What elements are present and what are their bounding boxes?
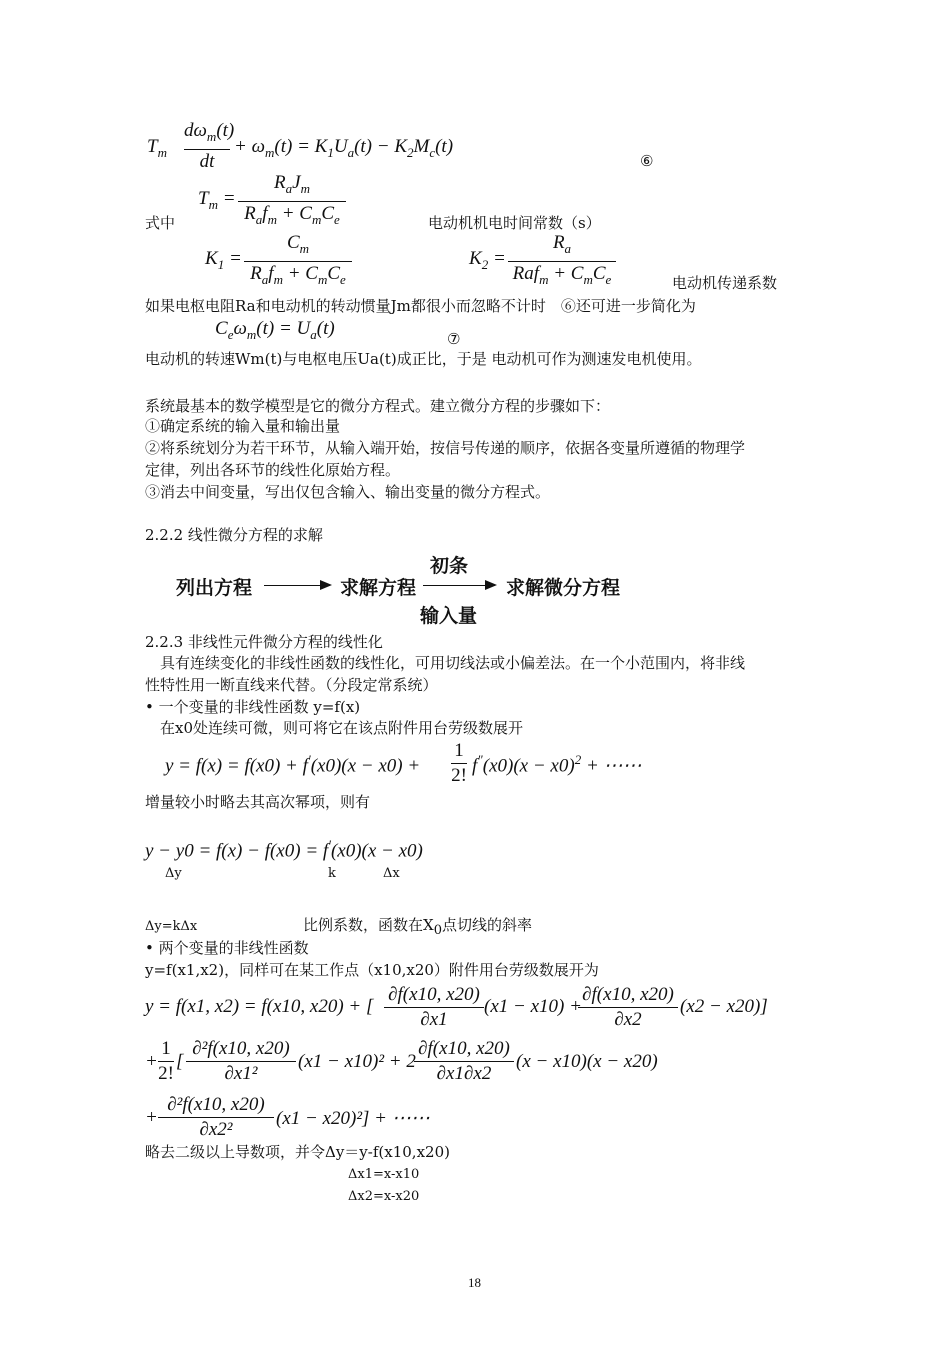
section-2-2-2: 2.2.2 线性微分方程的求解	[145, 526, 323, 544]
section-2-2-3: 2.2.3 非线性元件微分方程的线性化	[145, 633, 383, 651]
step-3: ③消去中间变量，写出仅包含输入、输出变量的微分方程式。	[145, 483, 551, 501]
tm-lhs: $T_m$ =	[198, 188, 236, 212]
taylor-two-var-line1-mid: (x1 − x10) +	[484, 996, 582, 1017]
linearized-eq: y − y0 = f(x) − f(x0) = f'(x0)(x − x0)	[145, 837, 423, 862]
delta-y-eq-k-delta-x: Δy=kΔx	[145, 919, 198, 934]
ratio-description: 比例系数，函数在$X_0$点切线的斜率	[303, 916, 532, 938]
line2-bracket: [	[176, 1051, 184, 1072]
small-increment-text: 增量较小时略去其高次幂项，则有	[145, 793, 371, 811]
partial-x1: ∂f(x10, x20) ∂x1	[384, 984, 484, 1031]
lin-para-1a: 具有连续变化的非线性函数的线性化，可用切线法或小偏差法。在一个小范围内，将非线	[160, 654, 746, 672]
mixed-partial: ∂f(x10, x20) ∂x1∂x2	[414, 1038, 514, 1085]
bullet-one-variable-desc: 在x0处连续可微，则可将它在该点附件用台劳级数展开	[160, 719, 524, 737]
step-2b: 定律，列出各环节的线性化原始方程。	[145, 461, 401, 479]
bullet-one-variable: • 一个变量的非线性函数 y=f(x)	[145, 698, 361, 716]
page-number: 18	[468, 1275, 481, 1290]
step-2a: ②将系统划分为若干环节，从输入端开始，按信号传递的顺序，依据各变量所遵循的物理学	[145, 439, 746, 457]
flow-arrow-2	[423, 585, 495, 586]
second-partial-x1: ∂²f(x10, x20) ∂x1²	[186, 1038, 296, 1085]
taylor-two-var-line1-end: (x2 − x20)]	[680, 996, 768, 1017]
flow-top-label: 初条	[430, 555, 469, 577]
bullet-two-variables-desc: y=f(x1,x2)，同样可在某工作点（x10,x20）附件用台劳级数展开为	[145, 961, 599, 979]
line2-plus: +	[145, 1051, 158, 1072]
k2-fraction: $R_a$ $Raf_m + C_mC_e$	[508, 232, 616, 291]
taylor-two-var-line1: y = f(x1, x2) = f(x10, x20) + [	[145, 996, 374, 1017]
tm-description: 电动机机电时间常数（s）	[428, 214, 601, 232]
taylor-one-var-tail: $f^"(x0)(x - x0)^2$ + ⋯⋯	[472, 752, 642, 777]
flow-step-3: 求解微分方程	[506, 577, 621, 599]
bullet-two-variables: • 两个变量的非线性函数	[145, 939, 309, 957]
step-1: ①确定系统的输入量和输出量	[145, 417, 341, 435]
omit-higher-order: 略去二级以上导数项，并令Δy＝y-f(x10,x20)	[145, 1143, 450, 1161]
eq6-fraction: $d\omega_m(t)$ dt	[184, 120, 235, 172]
partial-x2: ∂f(x10, x20) ∂x2	[578, 984, 678, 1031]
lin-para-1b: 性特性用一断直线来代替。（分段定常系统）	[145, 676, 438, 694]
para-speed: 电动机的转速Wm(t)与电枢电压Ua(t)成正比，于是 电动机可作为测速发电机使用。	[145, 350, 702, 368]
eq7-marker: ⑦	[447, 330, 461, 348]
taylor-one-var-coef: 1 2!	[451, 740, 467, 786]
second-partial-x2: ∂²f(x10, x20) ∂x2²	[158, 1094, 274, 1141]
eq7: $C_e\omega_m(t) = U_a(t)$	[215, 318, 335, 342]
where-label: 式中	[145, 214, 176, 232]
line2-end: (x − x10)(x − x20)	[516, 1051, 658, 1072]
flow-arrow-1	[264, 585, 330, 586]
tm-fraction: $R_aJ_m$ $R_af_m + C_mC_e$	[238, 172, 346, 231]
eq6-rhs: + $\omega_m(t) = K_1U_a(t) - K_2M_c(t)$	[234, 136, 454, 160]
delta-x1-def: Δx1=x-x10	[348, 1167, 420, 1182]
flow-bottom-label: 输入量	[420, 605, 478, 627]
k-description: 电动机传递系数	[672, 274, 778, 292]
k1-fraction: $C_m$ $R_af_m + C_mC_e$	[244, 232, 352, 291]
flow-step-1: 列出方程	[176, 577, 253, 599]
eq6-marker: ⑥	[640, 152, 654, 170]
label-delta-x: Δx	[383, 866, 400, 881]
k1-lhs: $K_1$ =	[205, 248, 242, 272]
flow-step-2: 求解方程	[340, 577, 417, 599]
k2-lhs: $K_2$ =	[469, 248, 506, 272]
label-delta-y: Δy	[165, 866, 182, 881]
para-simplify: 如果电枢电阻Ra和电动机的转动惯量Jm都很小而忽略不计时 ⑥还可进一步简化为	[145, 297, 696, 315]
delta-x2-def: Δx2=x-x20	[348, 1189, 420, 1204]
line2-mid: (x1 − x10)² + 2	[298, 1051, 416, 1072]
taylor-one-var: y = f(x) = f(x0) + f'(x0)(x − x0) +	[165, 752, 421, 777]
line3-end: (x1 − x20)²] + ⋯⋯	[276, 1108, 430, 1129]
label-k: k	[328, 866, 336, 881]
steps-intro: 系统最基本的数学模型是它的微分方程式。建立微分方程的步骤如下：	[145, 397, 611, 415]
line2-coef: 1 2!	[158, 1038, 174, 1084]
eq6-tm: $T_m$	[147, 136, 167, 160]
line3-plus: +	[145, 1107, 158, 1128]
